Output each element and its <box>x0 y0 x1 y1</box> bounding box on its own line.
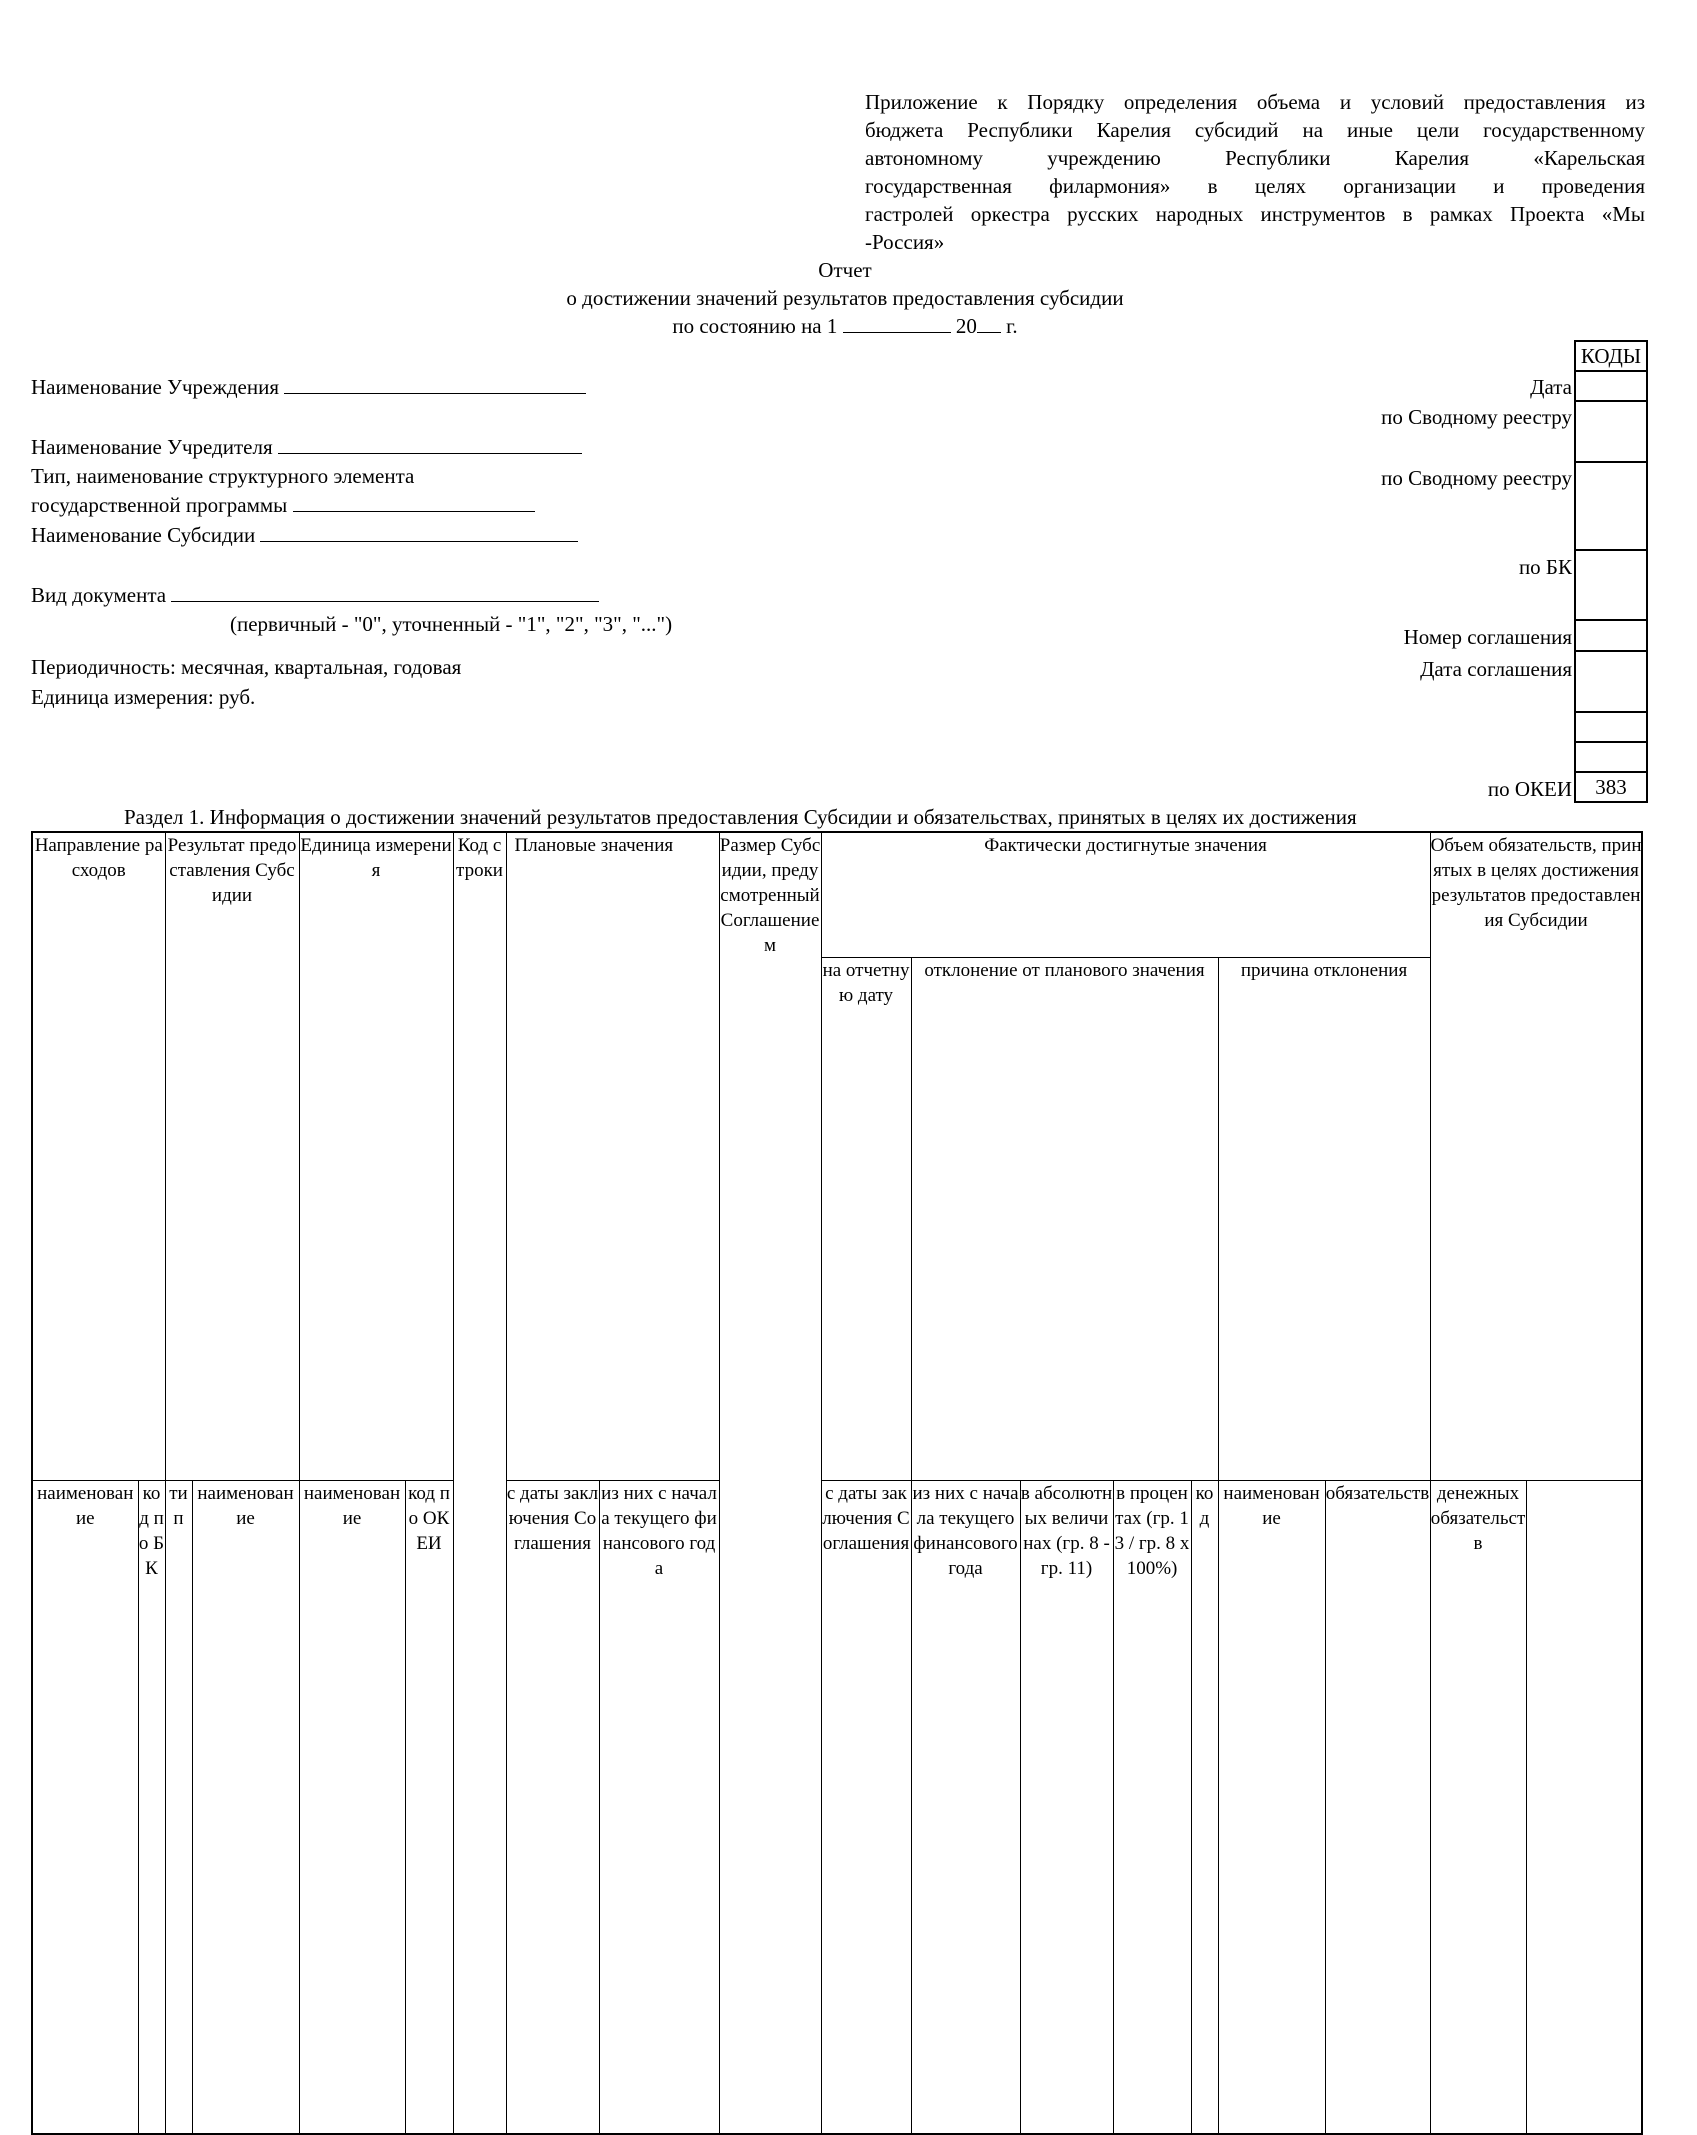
results-table <box>31 831 1643 2135</box>
subsidy-label: Наименование Субсидии <box>31 523 256 547</box>
founder-field[interactable] <box>278 435 582 454</box>
col-name-result: наименование <box>192 1481 299 2134</box>
doc-type-field[interactable] <box>171 583 599 602</box>
header-reason: причина отклонения <box>1218 958 1430 1481</box>
header-direction: Направление расходов <box>32 832 165 1481</box>
codes-label-date: Дата <box>1530 375 1572 399</box>
subsidy-row <box>31 521 578 549</box>
section-title: Раздел 1. Информация о достижении значений результатов предоставления Субсидии и обязательствах, принятых в целях их достижения <box>124 805 1357 829</box>
header-result: Результат предоставления Субсидии <box>165 832 299 1481</box>
program-label-1: Тип, наименование структурного элемента <box>31 464 415 488</box>
codes-cell-blank-1[interactable] <box>1575 712 1647 742</box>
appendix-line: -Россия» <box>865 230 945 254</box>
doc-type-label: Вид документа <box>31 583 167 607</box>
col-reason-code: код <box>1191 1481 1218 2134</box>
report-year-field[interactable] <box>977 314 1001 333</box>
col-bk-code: код по БК <box>138 1481 165 2134</box>
program-label-2: государственной программы <box>31 493 288 517</box>
codes-label-agreement-date: Дата соглашения <box>1420 657 1572 681</box>
col-type: тип <box>165 1481 192 2134</box>
header-actual: Фактически достигнутые значения <box>821 832 1430 958</box>
report-date-year: 20 <box>955 314 977 338</box>
institution-row <box>31 373 586 401</box>
program-field[interactable] <box>293 493 535 512</box>
col-actual-from-year: из них с начала текущего финансового года <box>911 1481 1020 2134</box>
col-name-unit: наименование <box>299 1481 405 2134</box>
appendix-line: гастролей оркестра русских народных инструментов в рамках Проекта «Мы <box>865 202 1645 226</box>
codes-cell-agreement-number[interactable] <box>1575 620 1647 651</box>
header-deviation: отклонение от планового значения <box>911 958 1218 1481</box>
codes-cell-agreement-date[interactable] <box>1575 651 1647 712</box>
founder-label: Наименование Учредителя <box>31 435 273 459</box>
appendix-line: Приложение к Порядку определения объема и условий предоставления из <box>865 90 1645 114</box>
header-row-code: Код строки <box>453 832 506 2134</box>
codes-label-bk: по БК <box>1518 555 1572 579</box>
subsidy-field[interactable] <box>260 523 578 542</box>
report-title: Отчет <box>818 258 872 282</box>
codes-label-agreement-number: Номер соглашения <box>1403 625 1572 649</box>
header-obligations: Объем обязательств, принятых в целях достижения результатов предоставления Субсидии <box>1430 832 1642 1481</box>
header-subsidy-size: Размер Субсидии, предусмотренный Соглашением <box>719 832 821 2134</box>
appendix-line: бюджета Республики Карелия субсидий на иные цели государственному <box>865 118 1645 142</box>
appendix-line: автономному учреждению Республики Карелия «Карельская <box>865 146 1645 170</box>
col-plan-from-year: из них с начала текущего финансового года <box>599 1481 719 2134</box>
col-deviation-absolute: в абсолютных величинах (гр. 8 - гр. 11) <box>1020 1481 1113 2134</box>
col-obligations: обязательств <box>1325 1481 1430 2134</box>
report-subtitle: о достижении значений результатов предоставления субсидии <box>566 286 1124 310</box>
codes-cell-registry-2[interactable] <box>1575 462 1647 550</box>
col-reason-name: наименование <box>1218 1481 1325 2134</box>
codes-label-registry-1: по Сводному реестру <box>1381 405 1572 429</box>
col-money-obligations: денежных обязательств <box>1430 1481 1526 2134</box>
codes-header: КОДЫ <box>1575 341 1647 371</box>
doc-type-hint: (первичный - "0", уточненный - "1", "2", "3", "...") <box>230 612 673 636</box>
periodicity: Периодичность: месячная, квартальная, годовая <box>31 655 462 679</box>
report-date-line <box>0 312 1690 340</box>
founder-row <box>31 433 582 461</box>
institution-label: Наименование Учреждения <box>31 375 279 399</box>
codes-cell-bk[interactable] <box>1575 550 1647 620</box>
appendix-text <box>865 88 1645 256</box>
header-unit: Единица измерения <box>299 832 453 1481</box>
codes-label-registry-2: по Сводному реестру <box>1381 466 1572 490</box>
header-on-date: на отчетную дату <box>821 958 911 1481</box>
report-date-prefix: по состоянию на 1 <box>672 314 838 338</box>
col-deviation-percent: в процентах (гр. 13 / гр. 8 х 100%) <box>1113 1481 1191 2134</box>
report-day-month-field[interactable] <box>843 314 951 333</box>
codes-cell-blank-2[interactable] <box>1575 742 1647 772</box>
col-plan-from-agreement: с даты заключения Соглашения <box>506 1481 599 2134</box>
institution-field[interactable] <box>284 375 586 394</box>
codes-label-okei: по ОКЕИ <box>1487 777 1572 801</box>
header-plan: Плановые значения <box>506 832 719 1481</box>
col-actual-from-agreement: с даты заключения Соглашения <box>821 1481 911 2134</box>
col-okei-code: код по ОКЕИ <box>405 1481 453 2134</box>
codes-cell-registry-1[interactable] <box>1575 401 1647 462</box>
codes-cell-okei: 383 <box>1575 772 1647 802</box>
report-date-suffix: г. <box>1006 314 1018 338</box>
unit-label: Единица измерения: руб. <box>31 685 256 709</box>
doc-type-row <box>31 581 599 609</box>
program-row <box>31 491 535 519</box>
appendix-line: государственная филармония» в целях организации и проведения <box>865 174 1645 198</box>
codes-cell-date[interactable] <box>1575 371 1647 401</box>
col-name-direction: наименование <box>32 1481 138 2134</box>
codes-table <box>1574 340 1648 803</box>
